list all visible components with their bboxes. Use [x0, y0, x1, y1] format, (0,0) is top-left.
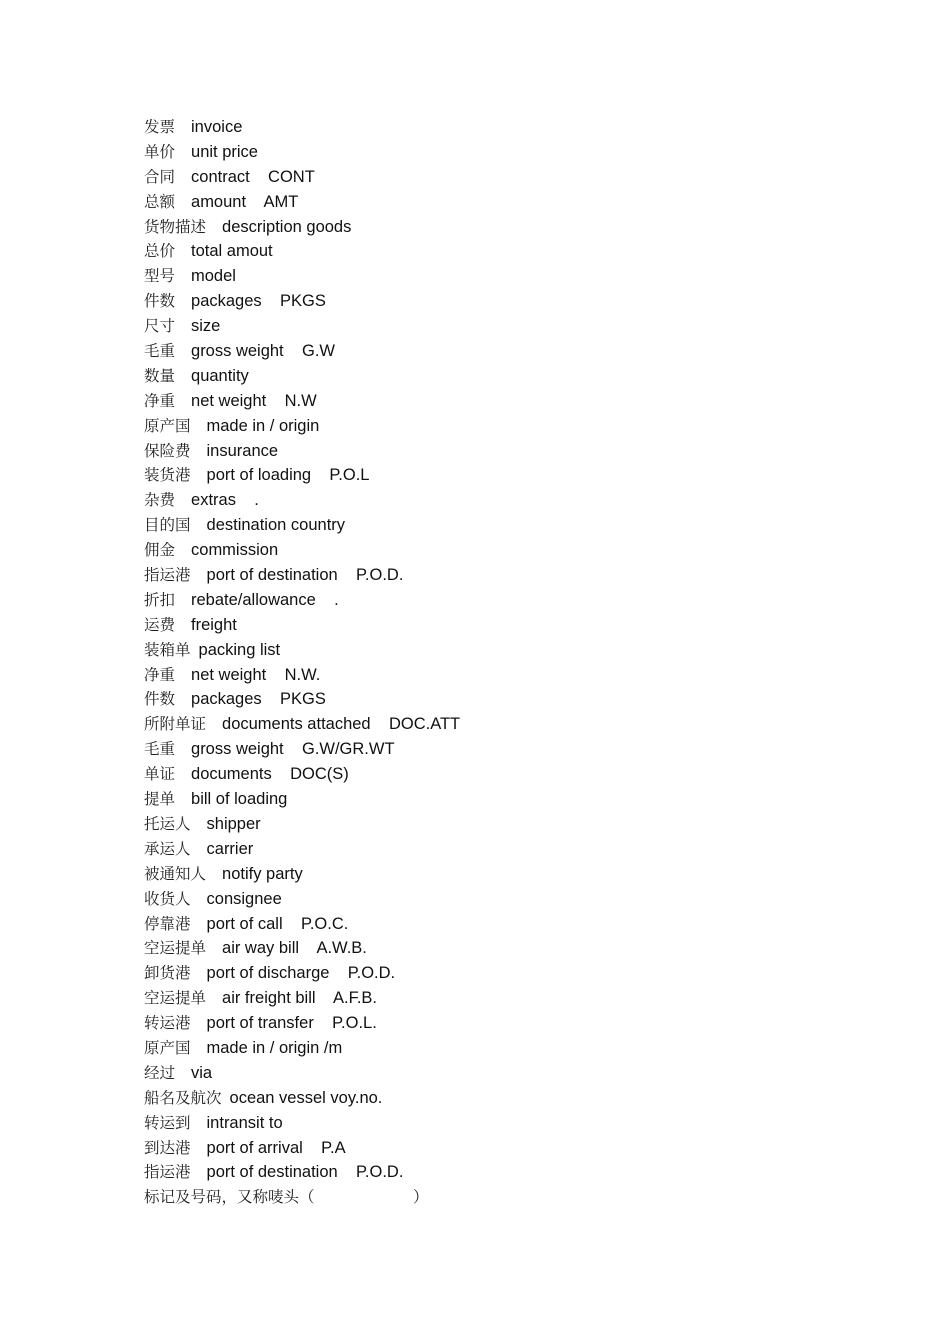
term-separator [175, 169, 191, 186]
chinese-term: 数量 [144, 366, 176, 385]
glossary-entry [144, 862, 460, 887]
term-separator [175, 268, 191, 285]
glossary-entry [144, 887, 460, 912]
glossary-entry [144, 339, 460, 364]
term-separator [175, 617, 191, 634]
glossary-entry [144, 912, 460, 937]
glossary-entry [144, 115, 460, 140]
english-term: packages PKGS [191, 292, 326, 311]
english-term: freight [191, 615, 237, 634]
glossary-entry [144, 140, 460, 165]
term-separator [175, 667, 191, 684]
term-separator [175, 791, 191, 808]
chinese-term: 合同 [144, 167, 176, 186]
glossary-entry [144, 538, 460, 563]
term-separator [175, 368, 191, 385]
glossary-entry [144, 215, 460, 240]
term-separator [191, 841, 207, 858]
chinese-term: 收货人 [144, 889, 191, 908]
chinese-term: 折扣 [144, 590, 176, 609]
term-separator [191, 418, 207, 435]
term-separator [206, 866, 222, 883]
chinese-term: 指运港 [144, 1163, 191, 1182]
glossary-entry [144, 165, 460, 190]
term-separator [191, 816, 207, 833]
chinese-term: 总额 [144, 192, 176, 211]
glossary-list [144, 115, 460, 1210]
glossary-entry [144, 1011, 460, 1036]
glossary-entry [144, 687, 460, 712]
glossary-entry [144, 737, 460, 762]
english-term: net weight N.W [191, 391, 317, 410]
chinese-term: 停靠港 [144, 914, 191, 933]
english-term: air freight bill A.F.B. [222, 989, 377, 1008]
term-separator [206, 940, 222, 957]
term-separator [191, 1040, 207, 1057]
english-term: packages PKGS [191, 690, 326, 709]
term-separator [191, 1015, 207, 1032]
glossary-entry [144, 588, 460, 613]
term-separator [175, 393, 191, 410]
chinese-term: 目的国 [144, 516, 191, 535]
glossary-entry [144, 1086, 460, 1111]
english-term: commission [191, 541, 279, 560]
chinese-term: 佣金 [144, 541, 176, 560]
chinese-term: 卸货港 [144, 964, 191, 983]
english-term: air way bill A.W.B. [222, 939, 367, 958]
chinese-term: 运费 [144, 615, 176, 634]
glossary-entry [144, 414, 460, 439]
glossary-entry [144, 961, 460, 986]
chinese-term: 船名及航次 [144, 1088, 222, 1107]
term-separator [175, 741, 191, 758]
english-term: made in / origin [206, 416, 320, 435]
english-term: documents DOC(S) [191, 765, 349, 784]
chinese-term: 毛重 [144, 342, 176, 361]
chinese-term: 单价 [144, 142, 176, 161]
chinese-term: 经过 [144, 1063, 176, 1082]
term-separator [191, 567, 207, 584]
english-term: consignee [206, 889, 282, 908]
english-term: net weight N.W. [191, 665, 321, 684]
term-separator [191, 467, 207, 484]
english-term: packing list [198, 640, 281, 659]
english-term: port of destination P.O.D. [206, 1163, 404, 1182]
english-term: gross weight G.W/GR.WT [191, 740, 395, 759]
term-separator [191, 891, 207, 908]
term-separator [206, 219, 222, 236]
chinese-term: 装货港 [144, 466, 191, 485]
chinese-term: 尺寸 [144, 317, 176, 336]
term-separator [175, 1065, 191, 1082]
glossary-entry [144, 264, 460, 289]
glossary-entry [144, 638, 460, 663]
english-term: insurance [206, 441, 279, 460]
english-term: amount AMT [191, 192, 299, 211]
term-separator [175, 194, 191, 211]
glossary-entry [144, 389, 460, 414]
glossary-entry [144, 1136, 460, 1161]
english-term: contract CONT [191, 167, 315, 186]
chinese-term: 到达港 [144, 1138, 191, 1157]
english-term: unit price [191, 142, 258, 161]
english-term: shipper [206, 814, 261, 833]
glossary-entry [144, 837, 460, 862]
glossary-entry [144, 314, 460, 339]
glossary-entry [144, 663, 460, 688]
chinese-term: 单证 [144, 765, 176, 784]
glossary-entry [144, 712, 460, 737]
english-term: size [191, 317, 221, 336]
term-separator [191, 443, 207, 460]
english-term: gross weight G.W [191, 342, 335, 361]
glossary-entry [144, 513, 460, 538]
chinese-term: 托运人 [144, 814, 191, 833]
term-separator [222, 1090, 230, 1107]
term-separator [191, 1140, 207, 1157]
english-term: bill of loading [191, 790, 288, 809]
glossary-entry [144, 787, 460, 812]
term-separator [206, 990, 222, 1007]
glossary-entry [144, 289, 460, 314]
chinese-term: 毛重 [144, 740, 176, 759]
english-term: via [191, 1063, 213, 1082]
glossary-entry [144, 1111, 460, 1136]
english-term: model [191, 267, 236, 286]
term-separator [191, 965, 207, 982]
glossary-entry [144, 364, 460, 389]
english-term: quantity [191, 366, 249, 385]
chinese-term: 保险费 [144, 441, 191, 460]
term-separator [175, 144, 191, 161]
chinese-term: 指运港 [144, 566, 191, 585]
english-term: port of loading P.O.L [206, 466, 370, 485]
glossary-entry [144, 762, 460, 787]
english-term: carrier [206, 839, 254, 858]
chinese-term: 承运人 [144, 839, 191, 858]
chinese-term: 空运提单 [144, 939, 207, 958]
term-separator [175, 691, 191, 708]
chinese-term: 空运提单 [144, 989, 207, 1008]
term-separator [175, 318, 191, 335]
glossary-entry [144, 1185, 460, 1210]
glossary-entry [144, 1160, 460, 1185]
term-separator [175, 592, 191, 609]
chinese-term: 发票 [144, 118, 176, 136]
glossary-entry [144, 812, 460, 837]
chinese-term: 转运到 [144, 1113, 191, 1132]
chinese-term: 原产国 [144, 1038, 191, 1057]
english-term: port of transfer P.O.L. [206, 1014, 377, 1033]
english-term: ocean vessel voy.no. [229, 1088, 383, 1107]
term-separator [175, 243, 191, 260]
term-separator [191, 1115, 207, 1132]
english-term: port of destination P.O.D. [206, 566, 404, 585]
glossary-entry [144, 1036, 460, 1061]
chinese-term: 型号 [144, 267, 176, 286]
chinese-term: 杂费 [144, 491, 176, 510]
term-separator [191, 916, 207, 933]
term-separator [191, 1164, 207, 1181]
english-term: documents attached DOC.ATT [222, 715, 461, 734]
term-separator [175, 293, 191, 310]
glossary-entry [144, 439, 460, 464]
glossary-entry [144, 613, 460, 638]
chinese-term: 总价 [144, 242, 176, 261]
english-term: extras . [191, 491, 259, 510]
chinese-term: 标记及号码，又称唛头（ ） [144, 1188, 429, 1207]
glossary-entry [144, 463, 460, 488]
term-separator [175, 542, 191, 559]
chinese-term: 装箱单 [144, 640, 191, 659]
english-term: made in / origin /m [206, 1038, 343, 1057]
chinese-term: 所附单证 [144, 715, 207, 734]
english-term: rebate/allowance . [191, 590, 339, 609]
glossary-entry [144, 239, 460, 264]
english-term: port of call P.O.C. [206, 914, 349, 933]
chinese-term: 提单 [144, 790, 176, 809]
glossary-entry [144, 190, 460, 215]
english-term: port of discharge P.O.D. [206, 964, 396, 983]
term-separator [175, 492, 191, 509]
term-separator [175, 343, 191, 360]
chinese-term: 被通知人 [144, 864, 207, 883]
chinese-term: 件数 [144, 690, 176, 709]
glossary-entry [144, 488, 460, 513]
chinese-term: 净重 [144, 391, 176, 410]
english-term: intransit to [206, 1113, 283, 1132]
term-separator [191, 517, 207, 534]
glossary-entry [144, 563, 460, 588]
term-separator [175, 119, 191, 136]
glossary-entry [144, 936, 460, 961]
glossary-entry [144, 1061, 460, 1086]
chinese-term: 货物描述 [144, 217, 207, 236]
english-term: total amout [191, 242, 273, 261]
term-separator [206, 716, 222, 733]
english-term: invoice [191, 118, 243, 136]
english-term: notify party [222, 864, 303, 883]
term-separator [175, 766, 191, 783]
term-separator [191, 642, 199, 659]
glossary-entry [144, 986, 460, 1011]
english-term: port of arrival P.A [206, 1138, 346, 1157]
english-term: description goods [222, 217, 352, 236]
chinese-term: 转运港 [144, 1014, 191, 1033]
chinese-term: 原产国 [144, 416, 191, 435]
chinese-term: 净重 [144, 665, 176, 684]
chinese-term: 件数 [144, 292, 176, 311]
english-term: destination country [206, 516, 346, 535]
